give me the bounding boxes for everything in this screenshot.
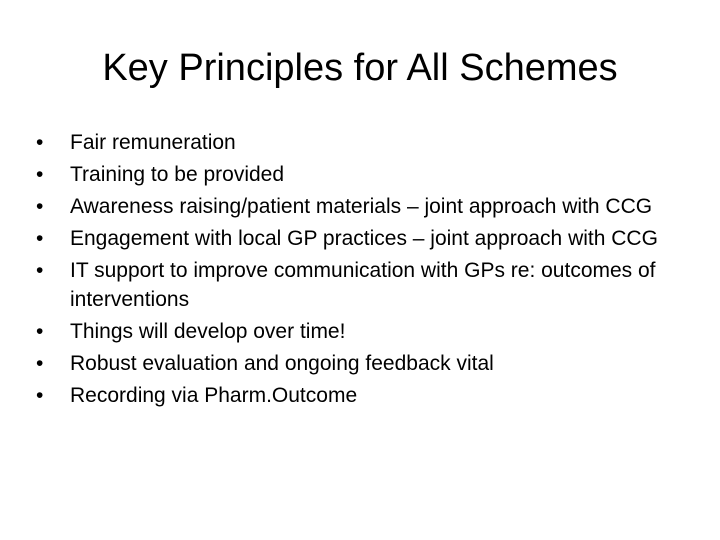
bullet-item [36,192,684,221]
bullet-text: Recording via Pharm.Outcome [70,384,358,407]
bullet-icon: • [36,195,44,218]
bullet-item [36,160,684,189]
bullet-icon: • [36,259,44,282]
bullet-item [36,224,684,253]
bullet-text: IT support to improve communication with GPs re: outcomes of interventions [70,259,656,311]
bullet-item [36,128,684,157]
bullet-text: Things will develop over time! [70,320,346,343]
bullet-icon: • [36,227,44,250]
bullet-item [36,317,684,346]
bullet-item [36,256,684,314]
bullet-text: Fair remuneration [70,131,236,154]
bullet-item [36,349,684,378]
slide-title: Key Principles for All Schemes [102,47,618,89]
bullet-icon: • [36,320,44,343]
bullet-icon: • [36,131,44,154]
bullet-text: Engagement with local GP practices – joint approach with CCG [70,227,658,250]
bullet-list [36,128,684,413]
bullet-text: Awareness raising/patient materials – joint approach with CCG [70,195,653,218]
bullet-icon: • [36,163,44,186]
bullet-text: Robust evaluation and ongoing feedback vital [70,352,494,375]
bullet-item [36,381,684,410]
bullet-text: Training to be provided [70,163,285,186]
bullet-icon: • [36,352,44,375]
bullet-icon: • [36,384,44,407]
